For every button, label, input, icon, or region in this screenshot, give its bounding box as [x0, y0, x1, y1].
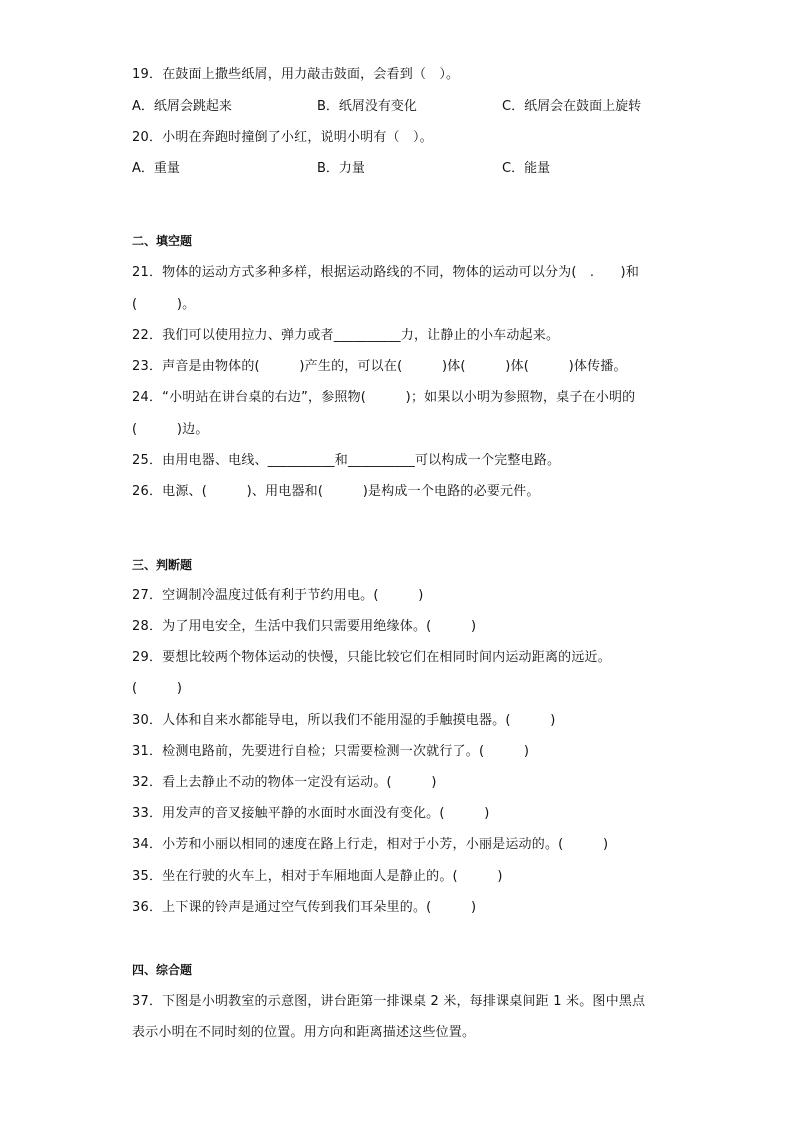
question-line: ( )边。 [132, 422, 209, 437]
question-line: 36．上下课的铃声是通过空气传到我们耳朵里的。( ) [132, 900, 477, 915]
option-c: C．纸屑会在鼓面上旋转 [502, 99, 642, 114]
question-20-stem: 20．小明在奔跑时撞倒了小红，说明小明有（ ）。 [132, 130, 433, 145]
option-a: A．纸屑会跳起来 [132, 99, 232, 114]
question-line: 32．看上去静止不动的物体一定没有运动。( ) [132, 775, 437, 790]
option-b: B．力量 [317, 161, 365, 176]
question-line: 28．为了用电安全，生活中我们只需要用绝缘体。( ) [132, 619, 477, 634]
section-heading-fill-in: 二、填空题 [132, 234, 193, 248]
question-line: 21．物体的运动方式多种多样，根据运动路线的不同，物体的运动可以分为( . )和 [132, 265, 640, 280]
option-b: B．纸屑没有变化 [317, 99, 417, 114]
section-heading-true-false: 三、判断题 [132, 558, 193, 572]
question-line: 37．下图是小明教室的示意图，讲台距第一排课桌 2 米，每排课桌间距 1 米。图中黑点 [132, 994, 646, 1009]
question-line: 24．“小明站在讲台桌的右边”，参照物( )；如果以小明为参照物，桌子在小明的 [132, 390, 636, 405]
question-line: 23．声音是由物体的( )产生的，可以在( )体( )体( )体传播。 [132, 359, 627, 374]
question-line: 表示小明在不同时刻的位置。用方向和距离描述这些位置。 [132, 1025, 476, 1040]
question-line: 35．坐在行驶的火车上，相对于车厢地面人是静止的。( ) [132, 869, 503, 884]
question-line: 30．人体和自来水都能导电，所以我们不能用湿的手触摸电器。( ) [132, 713, 556, 728]
section-heading-comprehensive: 四、综合题 [132, 963, 193, 977]
question-line: 29．要想比较两个物体运动的快慢，只能比较它们在相同时间内运动距离的远近。 [132, 650, 611, 665]
option-a: A．重量 [132, 161, 180, 176]
question-line: ( ) [132, 681, 183, 696]
option-c: C．能量 [502, 161, 551, 176]
question-line: 22．我们可以使用拉力、弹力或者__________力，让静止的小车动起来。 [132, 328, 560, 343]
question-19-stem: 19．在鼓面上撒些纸屑，用力敲击鼓面，会看到（ ）。 [132, 67, 460, 82]
question-line: 34．小芳和小丽以相同的速度在路上行走，相对于小芳，小丽是运动的。( ) [132, 837, 609, 852]
question-line: 31．检测电路前，先要进行自检；只需要检测一次就行了。( ) [132, 744, 530, 759]
question-line: 33．用发声的音叉接触平静的水面时水面没有变化。( ) [132, 806, 490, 821]
question-line: 25．由用电器、电线、__________和__________可以构成一个完整电路。 [132, 453, 561, 468]
question-line: 26．电源、( )、用电器和( )是构成一个电路的必要元件。 [132, 484, 540, 499]
question-line: 27．空调制冷温度过低有利于节约用电。( ) [132, 588, 424, 603]
question-line: ( )。 [132, 297, 196, 312]
